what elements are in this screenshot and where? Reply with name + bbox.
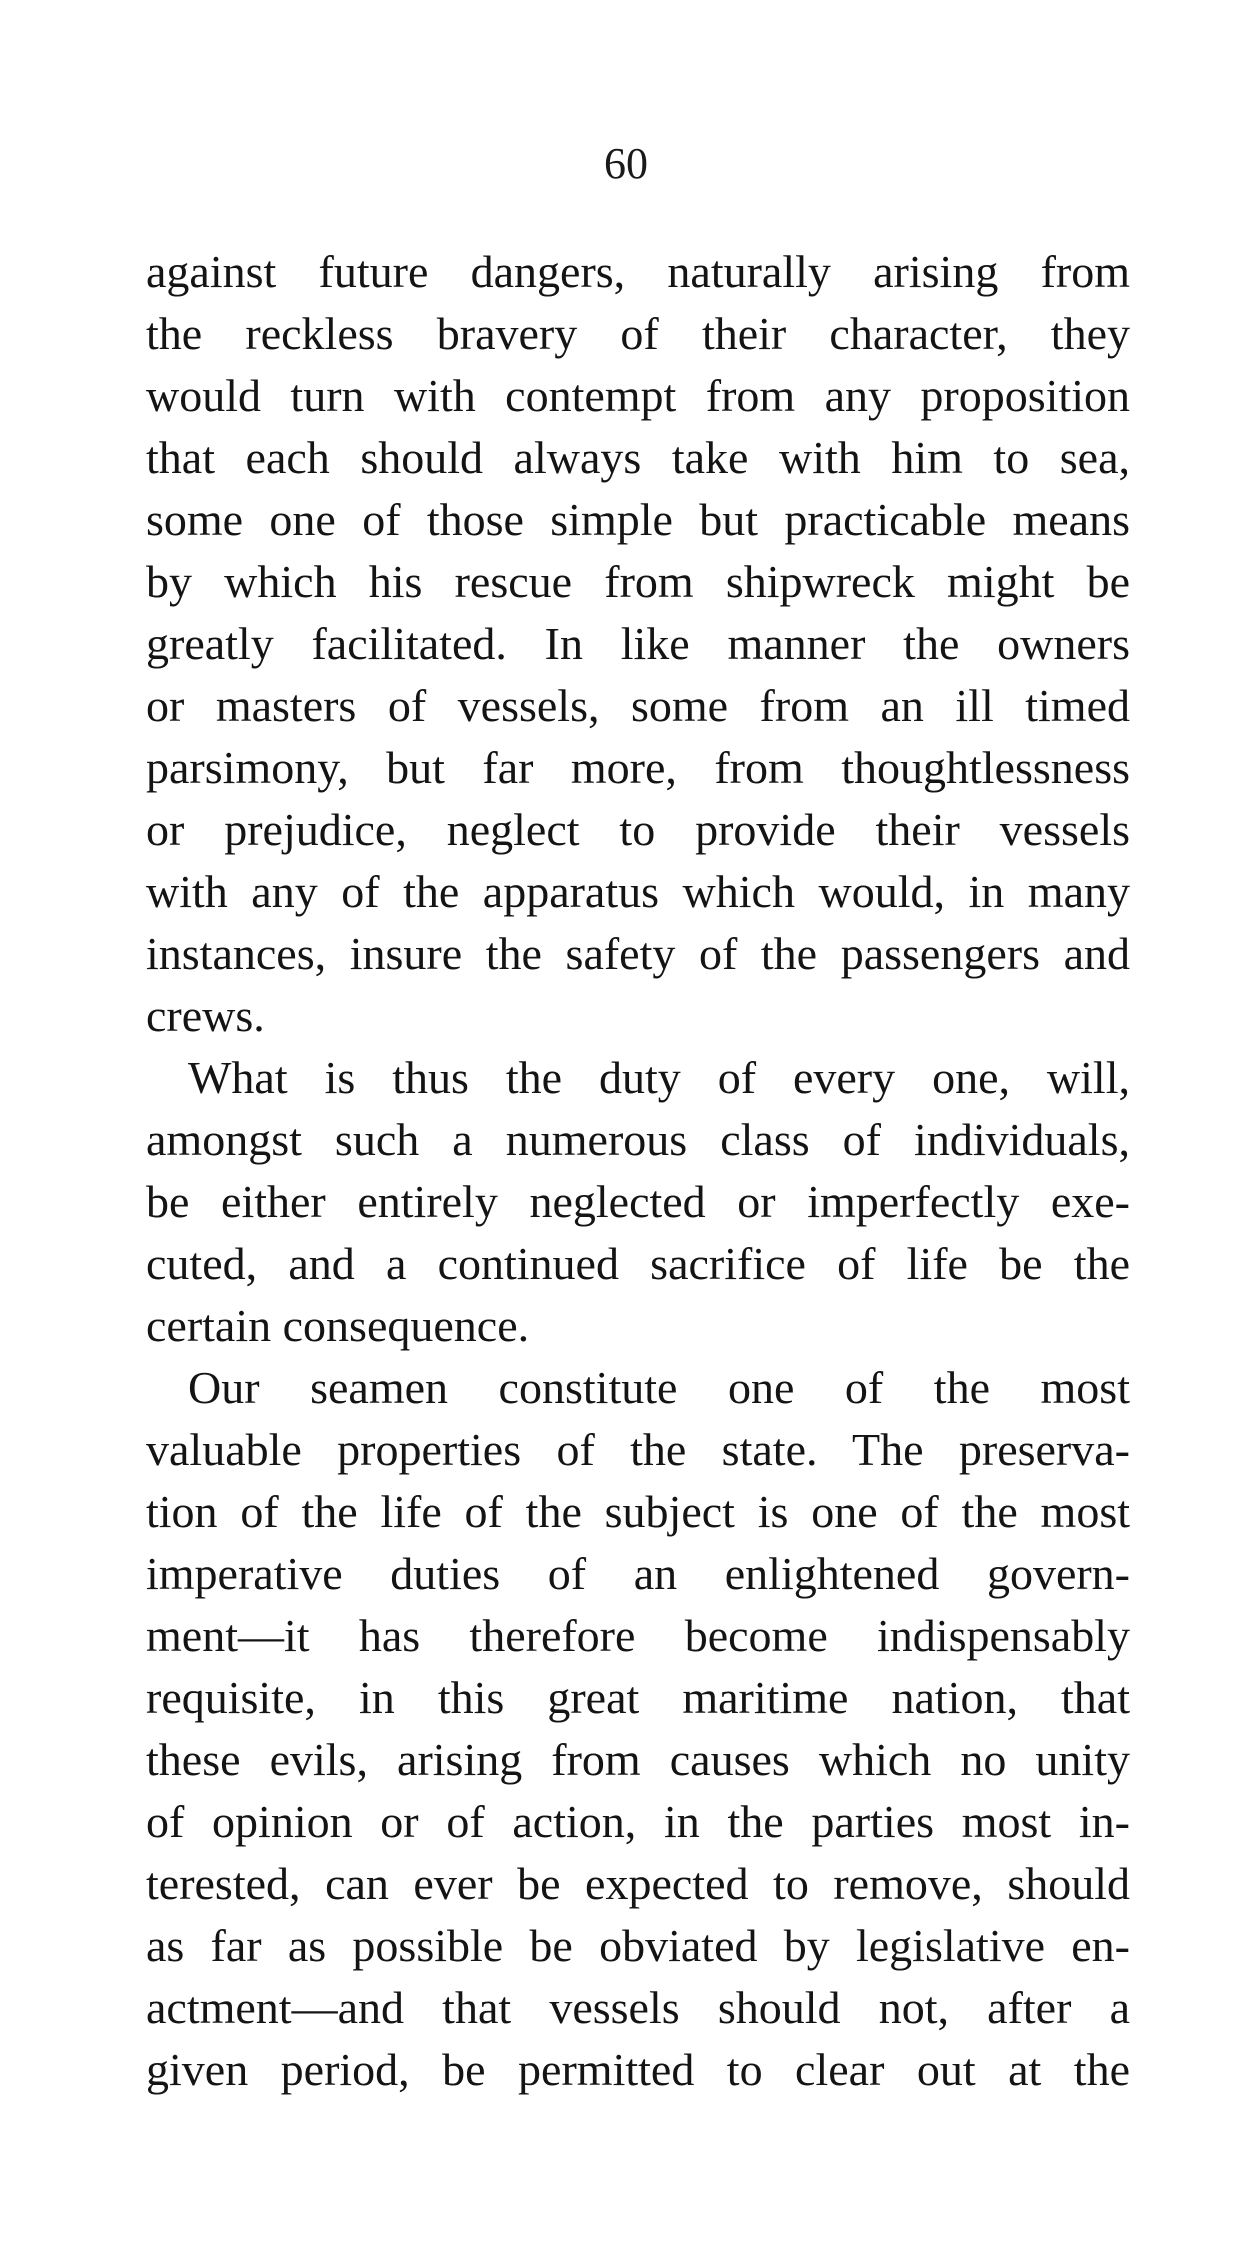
text-line: actment—and that vessels should not, after a	[146, 1982, 1130, 2033]
text-line: crews.	[146, 990, 265, 1041]
text-line: would turn with contempt from any proposition	[146, 370, 1130, 421]
text-line: these evils, arising from causes which no unity	[146, 1734, 1130, 1785]
text-line: of opinion or of action, in the parties most in-	[146, 1796, 1130, 1847]
text-line: valuable properties of the state. The preserva-	[146, 1424, 1130, 1475]
text-line: amongst such a numerous class of individuals,	[146, 1114, 1130, 1165]
text-line: given period, be permitted to clear out at the	[146, 2044, 1130, 2095]
text-line: be either entirely neglected or imperfectly exe-	[146, 1176, 1130, 1227]
text-line: or prejudice, neglect to provide their vessels	[146, 804, 1130, 855]
text-line: against future dangers, naturally arising from	[146, 246, 1130, 297]
text-line: parsimony, but far more, from thoughtlessness	[146, 742, 1130, 793]
text-line: terested, can ever be expected to remove, should	[146, 1858, 1130, 1909]
page-number: 60	[604, 139, 648, 188]
text-line: with any of the apparatus which would, in many	[146, 866, 1130, 917]
text-line: tion of the life of the subject is one of the most	[146, 1486, 1130, 1537]
text-line: certain consequence.	[146, 1300, 530, 1351]
text-line: some one of those simple but practicable means	[146, 494, 1130, 545]
text-line: instances, insure the safety of the passengers and	[146, 928, 1130, 979]
paragraph-3	[146, 1357, 1130, 2101]
text-line: imperative duties of an enlightened govern-	[146, 1548, 1130, 1599]
text-line: the reckless bravery of their character, they	[146, 308, 1130, 359]
text-line: that each should always take with him to sea,	[146, 432, 1130, 483]
text-line: Our seamen constitute one of the most	[188, 1362, 1130, 1413]
text-line: requisite, in this great maritime nation, that	[146, 1672, 1130, 1723]
body-text	[146, 241, 1130, 2101]
paragraph-1	[146, 241, 1130, 1047]
paragraph-2	[146, 1047, 1130, 1357]
text-line: as far as possible be obviated by legislative en-	[146, 1920, 1130, 1971]
text-line: ment—it has therefore become indispensably	[146, 1610, 1130, 1661]
text-line: greatly facilitated. In like manner the owners	[146, 618, 1130, 669]
text-line: or masters of vessels, some from an ill timed	[146, 680, 1130, 731]
text-line: cuted, and a continued sacrifice of life be the	[146, 1238, 1130, 1289]
text-line: What is thus the duty of every one, will,	[188, 1052, 1130, 1103]
text-line: by which his rescue from shipwreck might be	[146, 556, 1130, 607]
